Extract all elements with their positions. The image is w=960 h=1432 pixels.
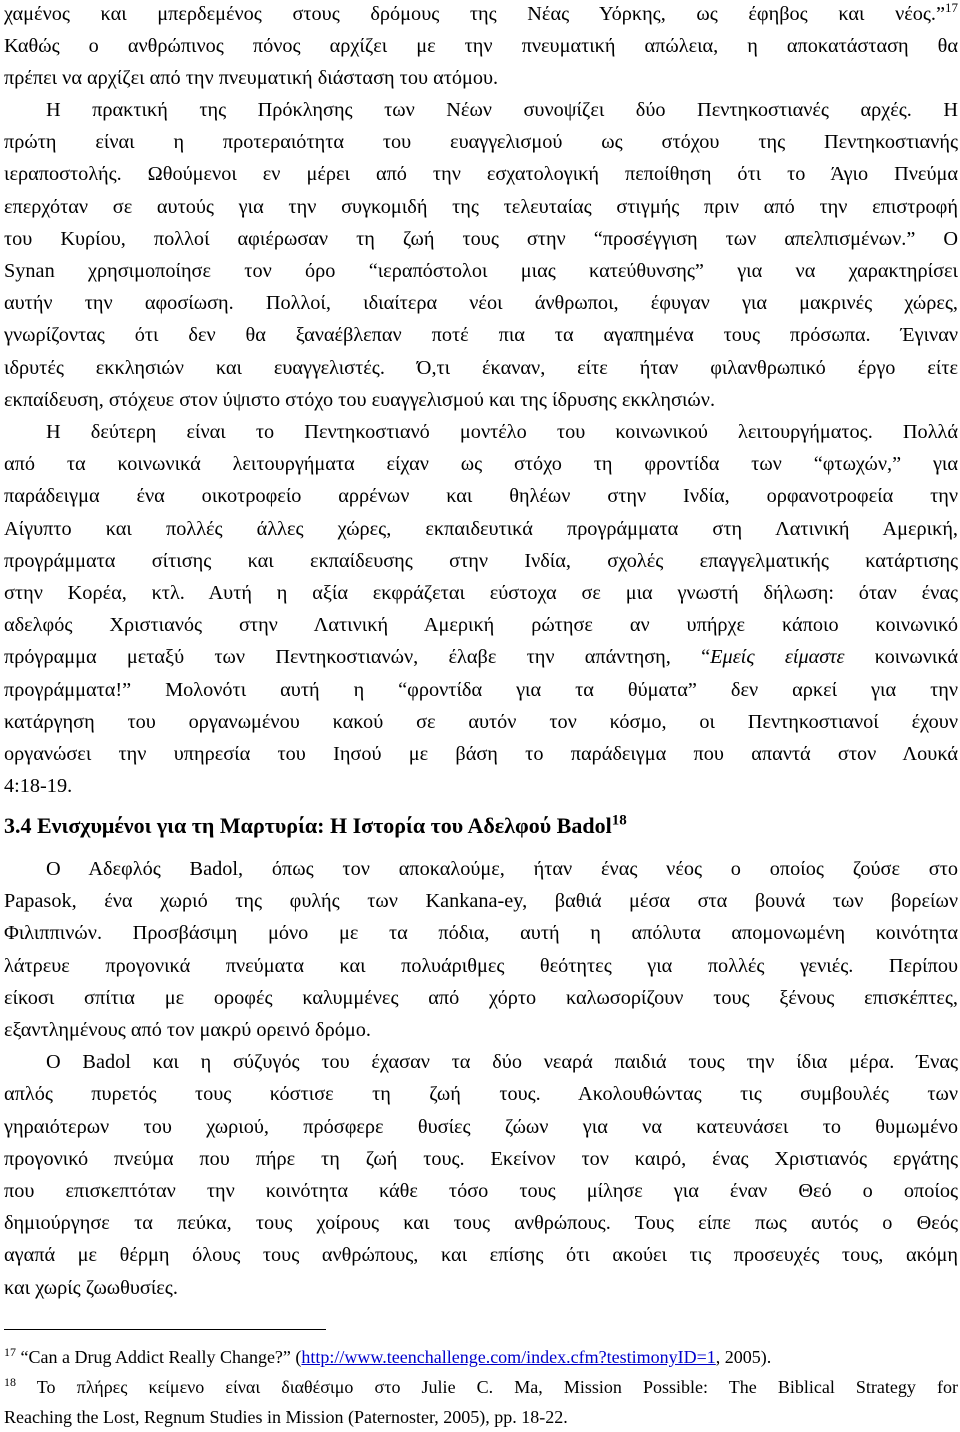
text-line: του Κυρίου, πολλοί αφιέρωσαν τη ζωή τους στην “προσέγγιση των απελπισμένων.” Ο: [4, 227, 958, 250]
footnote-number: 18: [4, 1375, 16, 1389]
text-line: ιδρυτές εκκλησιών και ευαγγελιστές. Ό,τι έκαναν, είτε ήταν φιλανθρωπικό έργο είτε: [4, 356, 958, 379]
text-line: ιεραποστολής. Ωθούμενοι εν μέρει από την εσχατολογική πεποίθηση ότι το Άγιο Πνεύμα: [4, 163, 958, 186]
footnote-ref-17: 17: [945, 0, 958, 16]
text-line: γνωρίζοντας ότι δεν θα ξαναέβλεπαν ποτέ πια τα αγαπημένα τους πρόσωπα. Έγιναν: [4, 324, 958, 347]
text-line: στην Κορέα, κτλ. Αυτή η αξία εκφράζεται εύστοχα σε μια γνωστή δήλωση: όταν ένας: [4, 582, 958, 605]
text-line: Synan χρησιμοποίησε τον όρο “ιεραπόστολοι μιας κατεύθυνσης” για να χαρακτηρίσει: [4, 260, 958, 283]
text-line: απλός πυρετός τους κόστισε τη ζωή τους. Ακολουθώντας τις συμβουλές των: [4, 1083, 958, 1106]
text-line: Καθώς ο ανθρώπινος πόνος αρχίζει με την πνευματική απώλεια, η αποκατάσταση θα: [4, 35, 958, 58]
text-line: Papasok, ένα χωριό της φυλής των Kankana-ey, βαθιά μέσα στα βουνά των βορείων: [4, 890, 958, 913]
text-line: εξαντλημένους από τον μακρύ ορεινό δρόμο.: [4, 1019, 371, 1042]
text-line: αγαπά με θέρμη όλους τους ανθρώπους, και επίσης ότι ακούει τις προσευχές τους, ακόμη: [4, 1244, 958, 1267]
text-line: Φιλιππινών. Προσβάσιμη μόνο με τα πόδια, αυτή η απόλυτα απομονωμένη κοινότητα: [4, 922, 958, 945]
text-line: εκπαίδευση, στόχευε στον ύψιστο στόχο του ευαγγελισμού και της ίδρυσης εκκλησιών.: [4, 388, 716, 411]
text-line: Η πρακτική της Πρόκλησης των Νέων συνοψίζει δύο Πεντηκοστιανές αρχές. Η: [46, 99, 958, 121]
paragraph-social-ministry: [4, 416, 958, 802]
text-line: που επισκεπτόταν την κοινότητα κάθε τόσο τους μίλησε για έναν Θεό ο οποίος: [4, 1180, 958, 1203]
text-line: γηραιότερων του χωριού, πρόσφερε θυσίες ζώων για να κατευνάσει το θυμωμένο: [4, 1115, 958, 1138]
text-line: αδελφός Χριστιανός στην Λατινική Αμερική ρώτησε αν υπήρχε κάποιο κοινωνικό: [4, 614, 958, 637]
italic-quote: Εμείς είμαστε: [710, 646, 845, 669]
footnote-17: $^{17}$ “Can a Drug Addict Really Change?” (http://www.teenchallenge.com/index.cfm?testimonyID=1, 2005).: [4, 1345, 772, 1367]
text-line: δημιούργησε τα πεύκα, τους χοίρους και τους ανθρώπους. Τους είπε πως αυτός ο Θεός: [4, 1212, 958, 1235]
footnote-ref-18: 18: [611, 812, 627, 829]
text-line: προγράμματα σίτισης και εκπαίδευσης στην Ινδία, σχολές επαγγελματικής κατάρτισης: [4, 549, 958, 572]
footnote-link[interactable]: http://www.teenchallenge.com/index.cfm?testimonyID=1: [301, 1347, 716, 1367]
text-line: παράδειγμα ένα οικοτροφείο αρρένων και θηλέων στην Ινδία, ορφανοτροφεία την: [4, 485, 958, 508]
section-heading: 3.4 Ενισχυμένοι για τη Μαρτυρία: Η Ιστορία του Αδελφού Badol$^{18}$: [4, 812, 627, 838]
footnote-18: $^{18}$ Το πλήρες κείμενο είναι διαθέσιμο στο Julie C. Ma, Mission Possible: The Biblical Strategy for: [4, 1375, 958, 1397]
text-line: 4:18-19.: [4, 775, 73, 798]
text-line: προγράμματα!” Μολονότι αυτή η “φροντίδα για τα θύματα” δεν αρκεί για την: [4, 678, 958, 701]
footnote-18-continued: Reaching the Lost, Regnum Studies in Mission (Paternoster, 2005), pp. 18-22.: [4, 1407, 568, 1427]
text-line: αυτήν την αφοσίωση. Πολλοί, ιδιαίτερα νέοι άνθρωποι, έφυγαν για μακρινές χώρες,: [4, 292, 958, 315]
paragraph-badol-intro: [4, 853, 958, 1046]
text-line: οργανώσει την υπηρεσία του Ιησού με βάση το παράδειγμα που απαντά στον Λουκά: [4, 743, 958, 766]
text-line: επερχόταν σε αυτούς για την συγκομιδή της τελευταίας στιγμής πριν από την επιστροφή: [4, 195, 958, 218]
text-line: Η δεύτερη είναι το Πεντηκοστιανό μοντέλο του κοινωνικού λειτουργήματος. Πολλά: [46, 421, 958, 443]
footnotes: [4, 1342, 958, 1432]
paragraph-continuation: [4, 0, 958, 95]
text-line: κατάργηση του οργανωμένου κακού σε αυτόν τον κόσμο, οι Πεντηκοστιανοί έχουν: [4, 710, 958, 733]
text-line: είκοσι σπίτια με οροφές καλυμμένες από χόρτο καλωσορίζουν τους ξένους επισκέπτες,: [4, 986, 958, 1009]
footnote-number: 17: [4, 1345, 16, 1359]
text-line: πρόγραμμα μεταξύ των Πεντηκοστιανών, έλαβε την απάντηση, “Εμείς είμαστε κοινωνικά: [4, 646, 958, 669]
text-line: Αίγυπτο και πολλές άλλες χώρες, εκπαιδευτικά προγράμματα στη Λατινική Αμερική,: [4, 517, 958, 540]
text-line: προγονικό πνεύμα που πήρε τη ζωή τους. Εκείνον τον καιρό, ένας Χριστιανός εργάτης: [4, 1147, 958, 1170]
text-line: Ο Badol και η σύζυγός του έχασαν τα δύο νεαρά παιδιά τους την ίδια μέρα. Ένας: [46, 1051, 958, 1074]
text-line: και χωρίς ζωωθυσίες.: [4, 1276, 178, 1299]
text-line: πρώτη είναι η προτεραιότητα του ευαγγελισμού ως στόχου της Πεντηκοστιανής: [4, 131, 958, 154]
text-line: Ο Αδεφλός Badol, όπως τον αποκαλούμε, ήταν ένας νέος ο οποίος ζούσε στο: [46, 858, 958, 880]
footnote-separator: [4, 1329, 326, 1330]
paragraph-badol-loss: [4, 1046, 958, 1304]
text-line: λάτρευε προγονικά πνεύματα και πολυάριθμες θεότητες για πολλές γενιές. Περίπου: [4, 954, 958, 977]
paragraph-evangelism: [4, 94, 958, 416]
text-line: χαμένος και μπερδεμένος στους δρόμους της Νέας Υόρκης, ως έφηβος και νέος.”$^{17}$: [4, 0, 958, 25]
text-line: από τα κοινωνικά λειτουργήματα είχαν ως στόχο τη φροντίδα των “φτωχών,” για: [4, 453, 958, 476]
text-line: πρέπει να αρχίζει από την πνευματική διάσταση του ατόμου.: [4, 67, 499, 90]
section-body: [4, 853, 958, 1304]
